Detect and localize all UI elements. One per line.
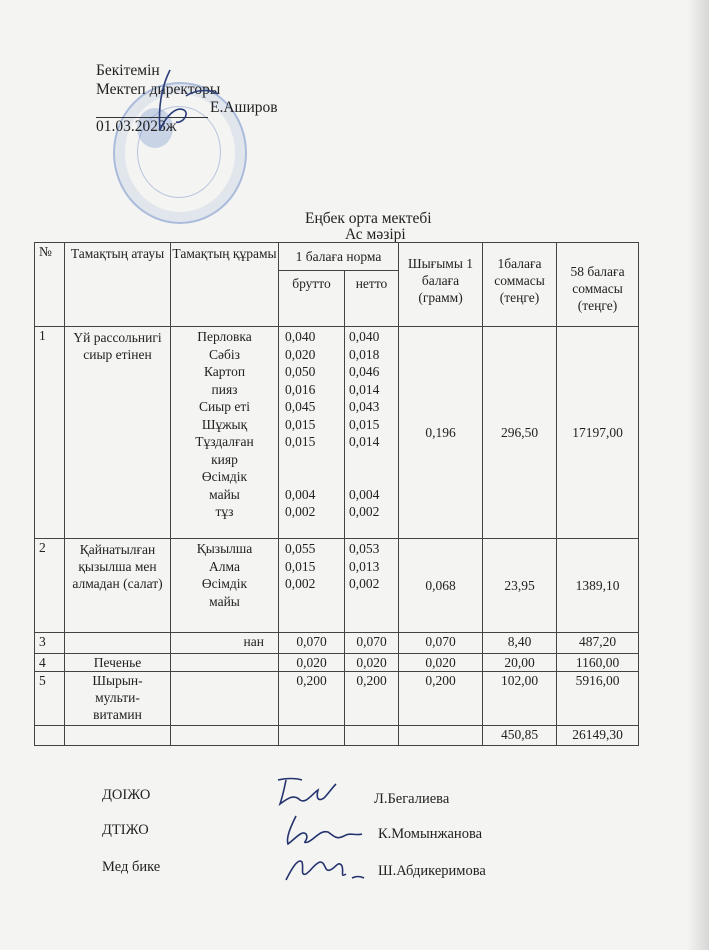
director-name: Е.Аширов <box>210 99 278 116</box>
netto-value: 0,018 <box>349 346 380 362</box>
row-netto: 0,070 <box>345 633 399 654</box>
ingredient: майы <box>209 593 240 609</box>
netto-value: 0,053 <box>349 541 380 556</box>
brutto-value: 0,015 <box>285 434 316 449</box>
handwritten-signature <box>278 810 368 850</box>
empty-cell <box>345 726 399 746</box>
handwritten-signature <box>280 848 370 888</box>
brutto-value: 0,020 <box>285 346 316 362</box>
netto-value: 0,046 <box>349 364 380 379</box>
menu-title: Ас мәзірі <box>345 226 406 243</box>
netto-value: 0,015 <box>349 416 380 432</box>
row-ingredients <box>171 672 279 726</box>
col-sum1: 1балаға соммасы (теңге) <box>483 243 557 327</box>
brutto-value <box>285 451 344 469</box>
row-num: 1 <box>35 327 65 539</box>
approval-date: 01.03.2023ж <box>96 117 177 135</box>
ingredient: Сәбіз <box>209 346 240 362</box>
row-yield: 0,200 <box>399 672 483 726</box>
row-sum1: 8,40 <box>483 633 557 654</box>
netto-value <box>349 468 398 486</box>
col-yield: Шығымы 1 балаға (грамм) <box>399 243 483 327</box>
ingredient: Картоп <box>203 364 246 379</box>
row-num: 2 <box>35 539 65 633</box>
ingredient: Алма <box>209 558 240 574</box>
school-name: Еңбек орта мектебі <box>305 210 432 227</box>
row-sum58: 1160,00 <box>557 654 639 672</box>
ingredient: Қызылша <box>196 541 253 556</box>
ingredient: пияз <box>211 381 238 397</box>
total-sum58: 26149,30 <box>557 726 639 746</box>
netto-value: 0,043 <box>349 399 380 414</box>
row-sum58: 1389,10 <box>557 539 639 633</box>
row-dish: Үй рассольнигі сиыр етінен <box>65 327 171 539</box>
row-sum58: 487,20 <box>557 633 639 654</box>
row-dish <box>65 633 171 654</box>
row-netto <box>345 539 399 633</box>
total-sum1: 450,85 <box>483 726 557 746</box>
row-yield: 0,070 <box>399 633 483 654</box>
col-norm: 1 балаға норма <box>279 243 399 271</box>
ingredient: майы <box>209 486 240 502</box>
row-ingredients <box>171 539 279 633</box>
row-num: 4 <box>35 654 65 672</box>
brutto-value <box>285 468 344 486</box>
col-composition: Тамақтың құрамы <box>171 243 279 327</box>
row-brutto: 0,020 <box>279 654 345 672</box>
table-row <box>35 654 639 672</box>
netto-value: 0,004 <box>349 486 380 502</box>
empty-cell <box>65 726 171 746</box>
row-sum1: 20,00 <box>483 654 557 672</box>
row-yield: 0,020 <box>399 654 483 672</box>
brutto-value: 0,016 <box>285 381 316 397</box>
ingredient: Перловка <box>197 329 252 344</box>
brutto-value: 0,002 <box>285 576 316 591</box>
netto-value: 0,002 <box>349 576 380 591</box>
col-num: № <box>35 243 65 327</box>
row-dish: Печенье <box>65 654 171 672</box>
signature-role: ДОІЖО <box>102 787 151 803</box>
table-row <box>35 539 639 633</box>
table-row <box>35 672 639 726</box>
row-netto: 0,200 <box>345 672 399 726</box>
row-num: 3 <box>35 633 65 654</box>
netto-value: 0,014 <box>349 381 380 397</box>
table-row <box>35 327 639 539</box>
signature-name: Ш.Абдикеримова <box>378 863 486 879</box>
row-brutto: 0,070 <box>279 633 345 654</box>
empty-cell <box>35 726 65 746</box>
row-dish: Қайнатылған қызылша мен алмадан (салат) <box>65 539 171 633</box>
ingredient: Шұжық <box>201 416 248 432</box>
signature-name: К.Момынжанова <box>378 826 483 842</box>
menu-table <box>34 242 639 746</box>
empty-cell <box>171 726 279 746</box>
table-row <box>35 633 639 654</box>
row-sum1: 296,50 <box>483 327 557 539</box>
brutto-value: 0,004 <box>285 486 316 502</box>
handwritten-signature <box>272 772 352 812</box>
row-ingredients: нан <box>171 633 279 654</box>
col-sum58: 58 балаға соммасы (теңге) <box>557 243 639 327</box>
brutto-value: 0,050 <box>285 364 316 379</box>
col-netto: нетто <box>345 271 399 327</box>
ingredient: Тұздалған <box>195 434 254 449</box>
row-yield: 0,068 <box>399 539 483 633</box>
brutto-value: 0,045 <box>285 399 316 414</box>
netto-value: 0,013 <box>349 558 380 574</box>
ingredient: кияр <box>211 451 238 467</box>
director-signature <box>132 66 222 146</box>
signature-name: Л.Бегалиева <box>374 791 450 807</box>
ingredient: Өсімдік <box>201 576 248 591</box>
approval-line1: Бекітемін <box>96 62 160 79</box>
row-netto: 0,020 <box>345 654 399 672</box>
row-sum1: 102,00 <box>483 672 557 726</box>
signature-role: Мед бике <box>102 859 161 875</box>
brutto-value: 0,055 <box>285 541 316 556</box>
netto-value <box>349 451 398 469</box>
netto-value: 0,014 <box>349 434 380 449</box>
col-dish: Тамақтың атауы <box>65 243 171 327</box>
row-sum58: 17197,00 <box>557 327 639 539</box>
row-sum58: 5916,00 <box>557 672 639 726</box>
empty-cell <box>399 726 483 746</box>
row-ingredients <box>171 327 279 539</box>
netto-value: 0,040 <box>349 329 380 344</box>
row-brutto <box>279 327 345 539</box>
signature-role: ДТІЖО <box>102 822 149 838</box>
ingredient: Өсімдік <box>201 469 248 484</box>
netto-value: 0,002 <box>349 504 380 519</box>
row-dish: Шырын-мульти-витамин <box>65 672 171 726</box>
ingredient: Сиыр еті <box>198 399 251 414</box>
row-yield: 0,196 <box>399 327 483 539</box>
table-header-row <box>35 243 639 271</box>
approval-line2: Мектеп директоры <box>96 80 221 98</box>
row-brutto <box>279 539 345 633</box>
row-netto <box>345 327 399 539</box>
row-num: 5 <box>35 672 65 726</box>
row-ingredients <box>171 654 279 672</box>
empty-cell <box>279 726 345 746</box>
totals-row <box>35 726 639 746</box>
ingredient: тұз <box>215 504 234 519</box>
col-brutto: брутто <box>279 271 345 327</box>
brutto-value: 0,015 <box>285 416 316 432</box>
brutto-value: 0,040 <box>285 329 316 344</box>
row-brutto: 0,200 <box>279 672 345 726</box>
brutto-value: 0,002 <box>285 504 316 519</box>
page-edge-shadow <box>687 0 709 950</box>
row-sum1: 23,95 <box>483 539 557 633</box>
brutto-value: 0,015 <box>285 558 316 574</box>
